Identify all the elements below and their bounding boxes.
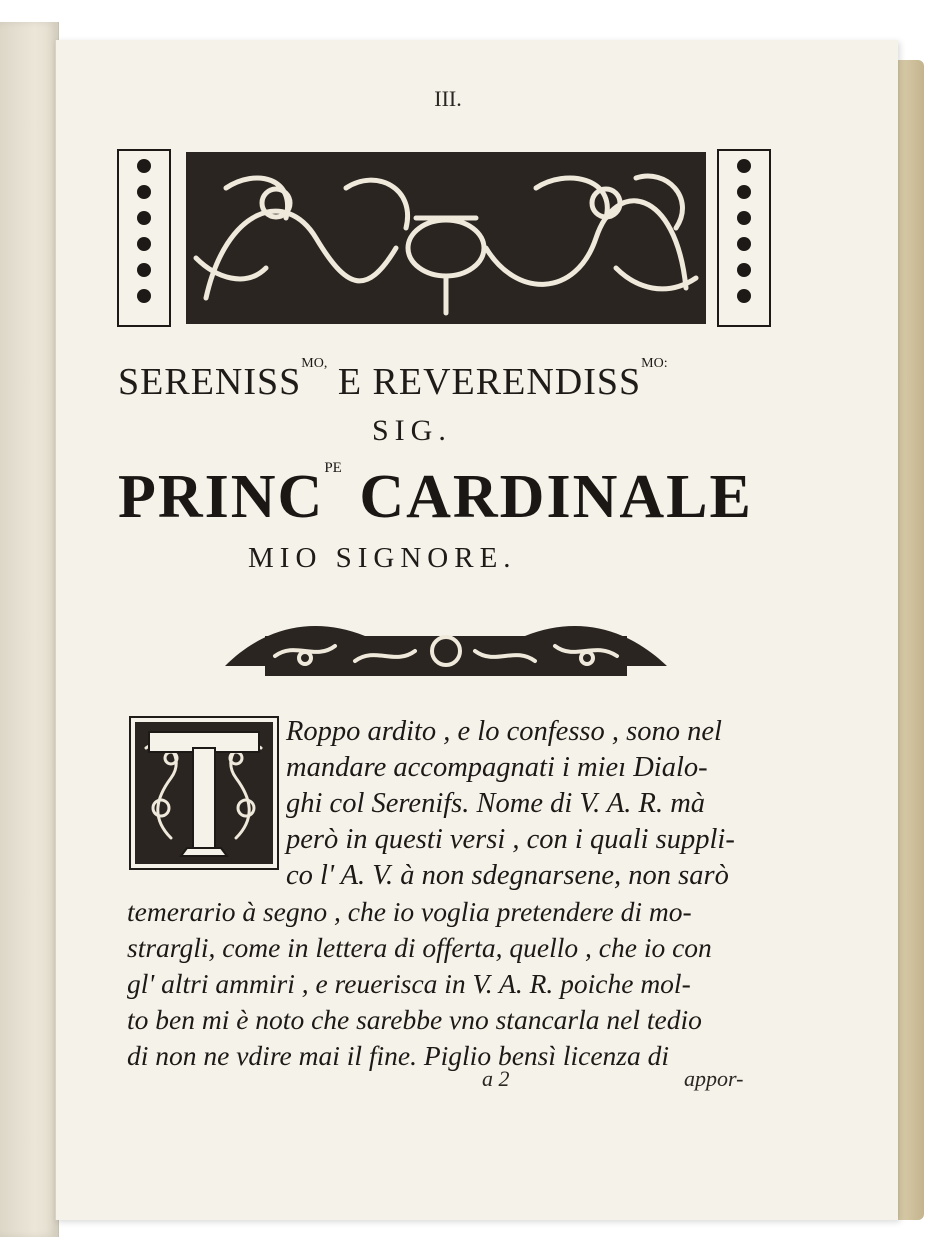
- body-line-9: to ben mi è noto che sarebbe vno stancarla nel tedio: [127, 1004, 702, 1035]
- superscript-mo-colon: MO:: [641, 356, 668, 371]
- body-line-10: di non ne vdire mai il fine. Piglio bensì licenza di: [127, 1040, 670, 1071]
- page-number: III.: [434, 86, 462, 111]
- dedication-line-3: [118, 462, 818, 533]
- woodcut-headpiece: [116, 148, 772, 328]
- signature-mark: a 2: [482, 1066, 510, 1091]
- heading-text-serenissimo: SERENISS: [118, 361, 302, 403]
- body-line-6: temerario à segno , che io voglia pretendere di mo-: [127, 896, 692, 927]
- body-line-3: ghi col Serenifs. Nome di V. A. R. mà: [286, 788, 706, 819]
- body-line-5: co l' A. V. à non sdegnarsene, non sarò: [286, 860, 729, 891]
- dedication-line-1: [118, 356, 818, 404]
- catchword: appor-: [684, 1066, 744, 1091]
- historiated-initial-t: [129, 716, 279, 870]
- body-line-7: strargli, come in lettera di offerta, quello , che io con: [127, 932, 712, 963]
- dedication-line-4: MIO SIGNORE.: [248, 542, 517, 574]
- heading-text-reverendissimo: E REVERENDISS: [327, 361, 642, 403]
- left-page-edge: [0, 22, 59, 1237]
- heading-text-cardinale: CARDINALE: [341, 463, 753, 531]
- superscript-mo: MO,: [301, 356, 328, 371]
- heading-text-princ: PRINC: [118, 463, 325, 531]
- body-line-2: mandare accompagnati i mieı Dialo-: [286, 752, 708, 783]
- superscript-pe: PE: [324, 460, 342, 476]
- body-line-8: gl' altri ammiri , e reuerisca in V. A. R. poiche mol-: [127, 968, 691, 999]
- body-line-1: Roppo ardito , e lo confesso , sono nel: [286, 716, 722, 747]
- woodcut-tailpiece: [225, 606, 667, 678]
- body-line-4: però in questi versi , con i quali suppli-: [286, 824, 735, 855]
- dedication-line-2: SIG.: [372, 414, 452, 447]
